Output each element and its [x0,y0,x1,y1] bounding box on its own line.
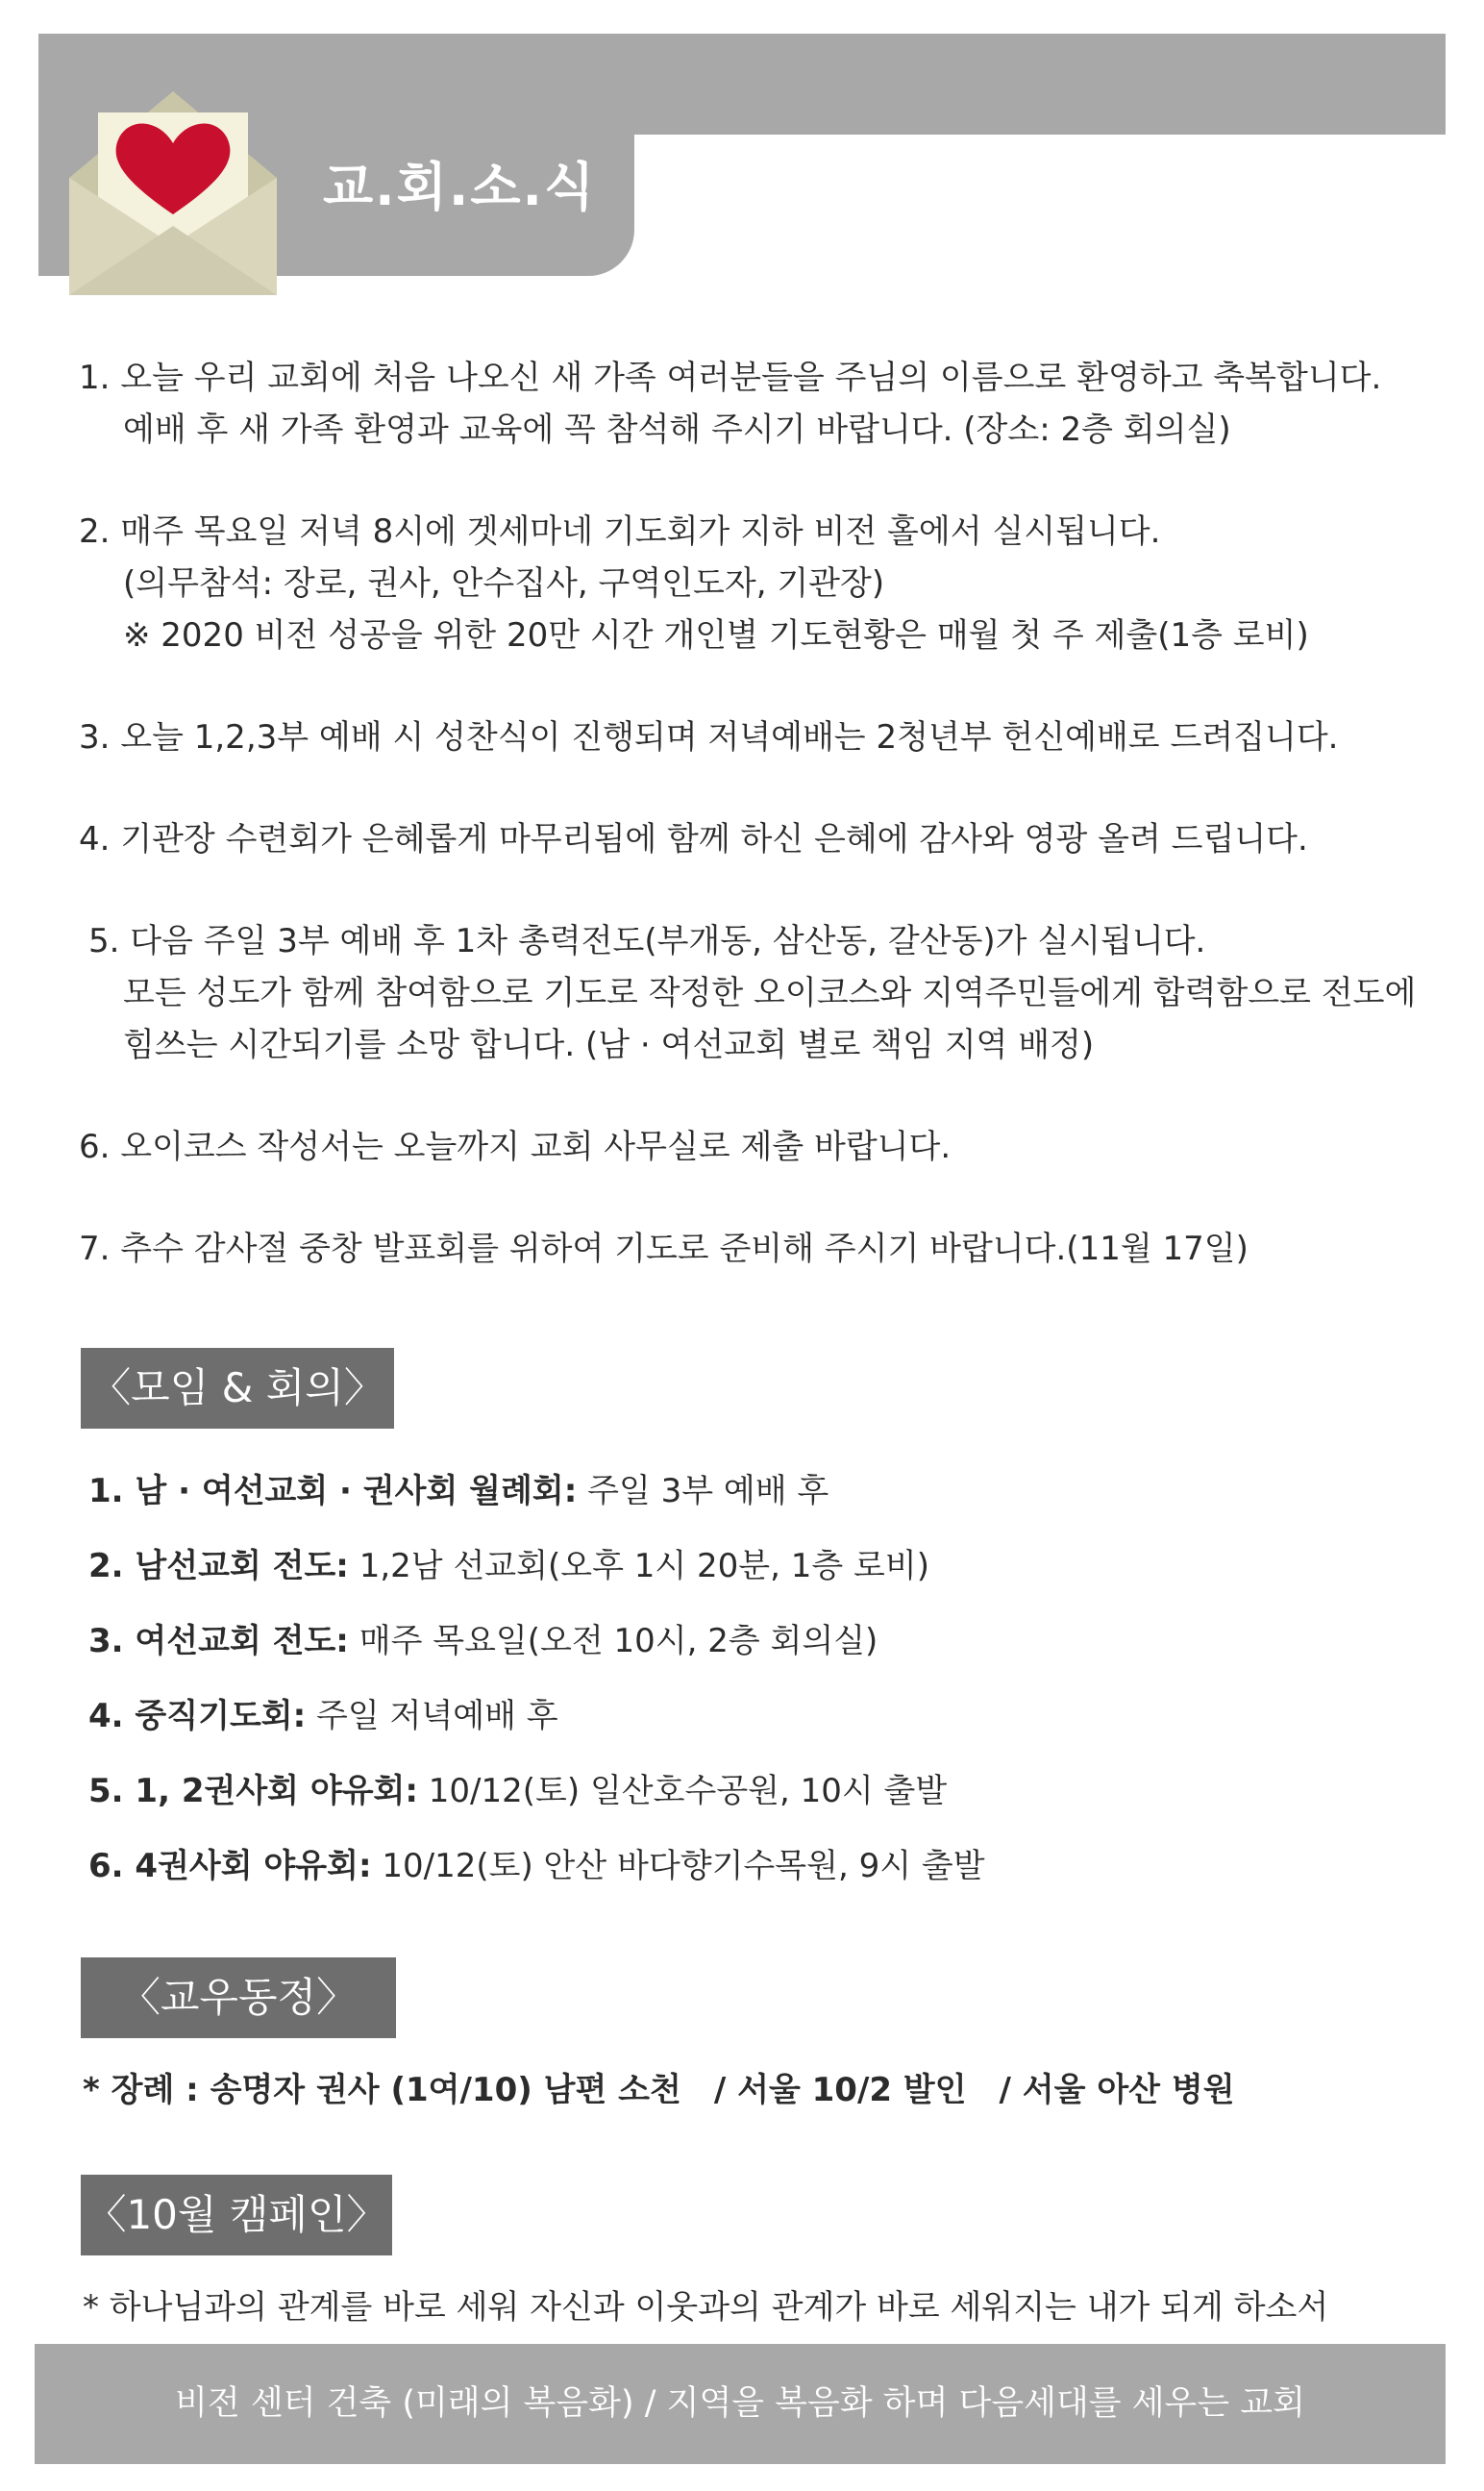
condolence-text [83,2063,1235,2110]
notice-item [79,506,1444,661]
notice-item [79,813,1444,865]
notice-line: 7. 추수 감사절 중창 발표회를 위하여 기도로 준비해 주시기 바랍니다.(11월 17일) [79,1230,1249,1268]
meeting-item [88,1529,1434,1604]
campaign-label: 〈10월 캠페인〉 [81,2175,392,2255]
condolence-label: 〈교우동정〉 [81,1957,396,2038]
notice-item [79,1223,1444,1275]
meeting-title: 2. 남선교회 전도: [88,1547,349,1585]
meeting-list [88,1454,1434,1904]
meeting-item [88,1754,1434,1829]
notice-line: 4. 기관장 수련회가 은혜롭게 마무리됨에 함께 하신 은혜에 감사와 영광 올려 드립니다. [79,820,1308,859]
meeting-title: 5. 1, 2권사회 야유회: [88,1772,418,1810]
notice-item [79,352,1444,456]
meeting-detail: 1,2남 선교회(오후 1시 20분, 1층 로비) [348,1547,929,1585]
meeting-detail: 주일 저녁예배 후 [306,1697,558,1735]
condolence-part: * 장례 : 송명자 권사 (1여/10) 남편 소천 [83,2071,681,2109]
meeting-title: 4. 중직기도회: [88,1697,307,1735]
meeting-title: 1. 남 · 여선교회 · 권사회 월례회: [88,1472,578,1510]
notice-line: 2. 매주 목요일 저녁 8시에 겟세마네 기도회가 지하 비전 홀에서 실시됩니다. [79,512,1161,551]
notice-line: 1. 오늘 우리 교회에 처음 나오신 새 가족 여러분들을 주님의 이름으로 환영하고 축복합니다. [79,359,1382,397]
meeting-item [88,1829,1434,1904]
footer-banner: 비전 센터 건축 (미래의 복음화) / 지역을 복음화 하며 다음세대를 세우는 교회 [35,2344,1446,2464]
notice-line: 힘쓰는 시간되기를 소망 합니다. (남 · 여선교회 별로 책임 지역 배정) [123,1026,1095,1064]
page-title: 교.회.소.식 [323,157,597,217]
meeting-item [88,1454,1434,1529]
meeting-title: 3. 여선교회 전도: [88,1622,349,1660]
notice-line: 6. 오이코스 작성서는 오늘까지 교회 사무실로 제출 바랍니다. [79,1128,952,1166]
notice-line: 모든 성도가 함께 참여함으로 기도로 작정한 오이코스와 지역주민들에게 합력함으로 전도에 [123,974,1417,1012]
meeting-title: 6. 4권사회 야유회: [88,1847,372,1885]
notice-line: 5. 다음 주일 3부 예배 후 1차 총력전도(부개동, 삼산동, 갈산동)가 실시됩니다. [88,922,1206,960]
campaign-text: * 하나님과의 관계를 바로 세워 자신과 이웃과의 관계가 바로 세워지는 내가 되게 하소서 [83,2288,1329,2327]
meeting-detail: 매주 목요일(오전 10시, 2층 회의실) [348,1622,878,1660]
notice-line: 3. 오늘 1,2,3부 예배 시 성찬식이 진행되며 저녁예배는 2청년부 헌신예배로 드려집니다. [79,718,1339,757]
meeting-detail: 주일 3부 예배 후 [577,1472,829,1510]
notice-line: 예배 후 새 가족 환영과 교육에 꼭 참석해 주시기 바랍니다. (장소: 2층 회의실) [123,411,1231,449]
meeting-item [88,1604,1434,1679]
notice-item [79,915,1444,1071]
notice-line: ※ 2020 비전 성공을 위한 20만 시간 개인별 기도현황은 매월 첫 주 제출(1층 로비) [123,616,1309,655]
meeting-item [88,1679,1434,1754]
condolence-part: / 서울 아산 병원 [999,2071,1235,2109]
meeting-detail: 10/12(토) 안산 바다향기수목원, 9시 출발 [371,1847,985,1885]
meeting-detail: 10/12(토) 일산호수공원, 10시 출발 [417,1772,948,1810]
notice-item [79,1121,1444,1173]
meetings-label: 〈모임 & 회의〉 [81,1348,394,1429]
envelope-heart-icon [69,91,277,295]
notice-item [79,711,1444,763]
notice-line: (의무참석: 장로, 권사, 안수집사, 구역인도자, 기관장) [123,564,885,603]
notice-list [79,352,1444,1325]
condolence-part: / 서울 10/2 발인 [713,2071,967,2109]
